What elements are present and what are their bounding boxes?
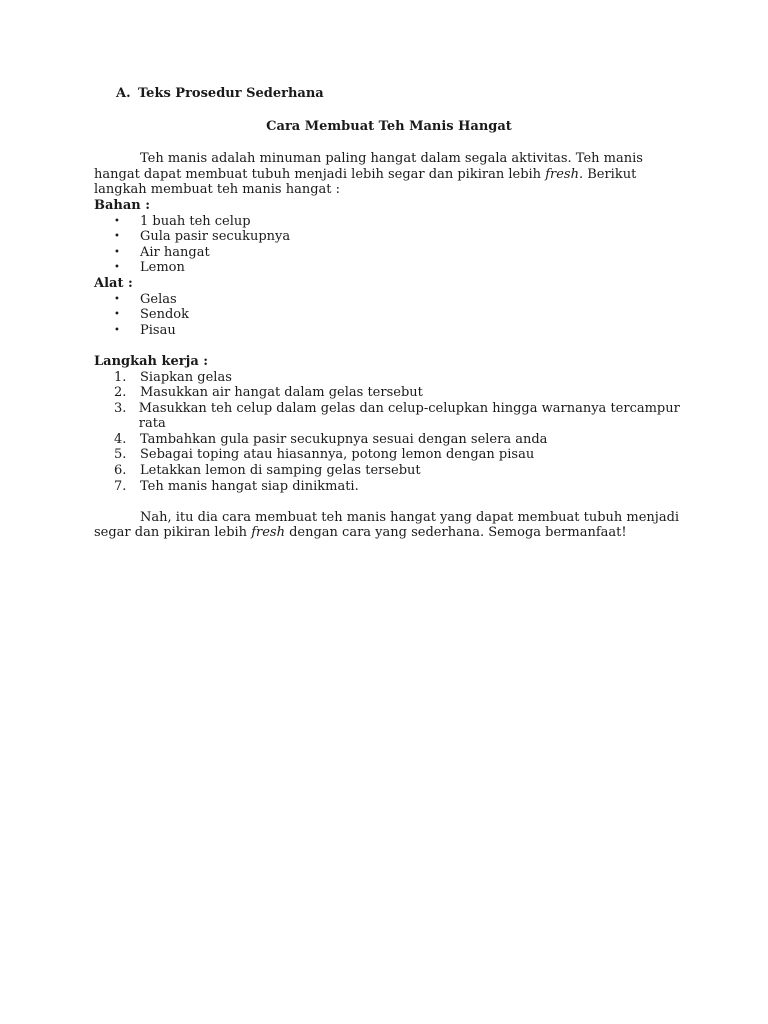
step-number: 5. [114,447,127,463]
document-content [94,86,684,541]
intro-paragraph [94,151,684,198]
step-number: 2. [114,385,127,401]
step-item [94,463,684,479]
step-item [94,432,684,448]
conclusion-text-end: dengan cara yang sederhana. Semoga bermanfaat! [284,525,627,541]
step-text: Teh manis hangat siap dinikmati. [140,478,359,494]
document-title: Cara Membuat Teh Manis Hangat [266,118,512,134]
step-text: Letakkan lemon di samping gelas tersebut [140,463,421,479]
alat-label: Alat : [94,275,133,291]
step-item [94,385,684,401]
list-item [94,323,684,339]
step-item [94,370,684,386]
step-number: 3. [114,400,127,416]
list-item [94,214,684,230]
bahan-item-text: Gula pasir secukupnya [140,229,291,245]
list-item [94,292,684,308]
spacer [94,494,684,510]
step-text: Tambahkan gula pasir secukupnya sesuai dengan selera anda [140,431,548,447]
bullet-icon: • [114,293,120,305]
section-heading [116,86,684,102]
step-text: Masukkan air hangat dalam gelas tersebut [140,385,423,401]
step-text: Siapkan gelas [140,369,232,385]
bullet-icon: • [114,262,120,274]
bahan-label: Bahan : [94,197,151,213]
bullet-icon: • [114,231,120,243]
bullet-icon: • [114,246,120,258]
bahan-item-text: Air hangat [140,244,210,260]
alat-item-text: Pisau [140,322,176,338]
section-letter: A. [116,86,131,101]
langkah-label: Langkah kerja : [94,353,209,369]
list-item [94,245,684,261]
step-number: 4. [114,431,127,447]
list-item [94,260,684,276]
bahan-list [94,214,684,276]
step-text: Masukkan teh celup dalam gelas dan celup-celupkan hingga warnanya tercampur rata [138,400,680,432]
step-item [94,401,684,432]
list-item [94,307,684,323]
bahan-item-text: Lemon [140,260,185,276]
step-item [94,479,684,495]
bahan-item-text: 1 buah teh celup [140,213,251,229]
step-text: Sebagai toping atau hiasannya, potong lemon dengan pisau [140,447,535,463]
step-number: 1. [114,369,127,385]
conclusion-text-start: Nah, itu dia cara membuat teh manis hangat yang dapat membuat tubuh menjadi segar dan pikiran lebih [94,509,680,541]
intro-text-end: . Berikut langkah membuat teh manis hangat : [94,166,637,198]
step-number: 6. [114,463,127,479]
step-item [94,447,684,463]
alat-list [94,292,684,339]
langkah-list [94,370,684,495]
spacer [94,338,684,354]
step-number: 7. [114,478,127,494]
conclusion-paragraph [94,510,684,541]
intro-italic-word: fresh [545,166,579,182]
bullet-icon: • [114,215,120,227]
bullet-icon: • [114,309,120,321]
alat-item-text: Gelas [140,291,177,307]
alat-item-text: Sendok [140,307,189,323]
section-title: Teks Prosedur Sederhana [138,86,324,101]
bullet-icon: • [114,324,120,336]
intro-text-start: Teh manis adalah minuman paling hangat dalam segala aktivitas. Teh manis hangat dapat membuat tubuh menjadi lebih segar dan pikiran lebih [94,151,643,182]
list-item [94,229,684,245]
conclusion-italic-word: fresh [251,525,285,541]
